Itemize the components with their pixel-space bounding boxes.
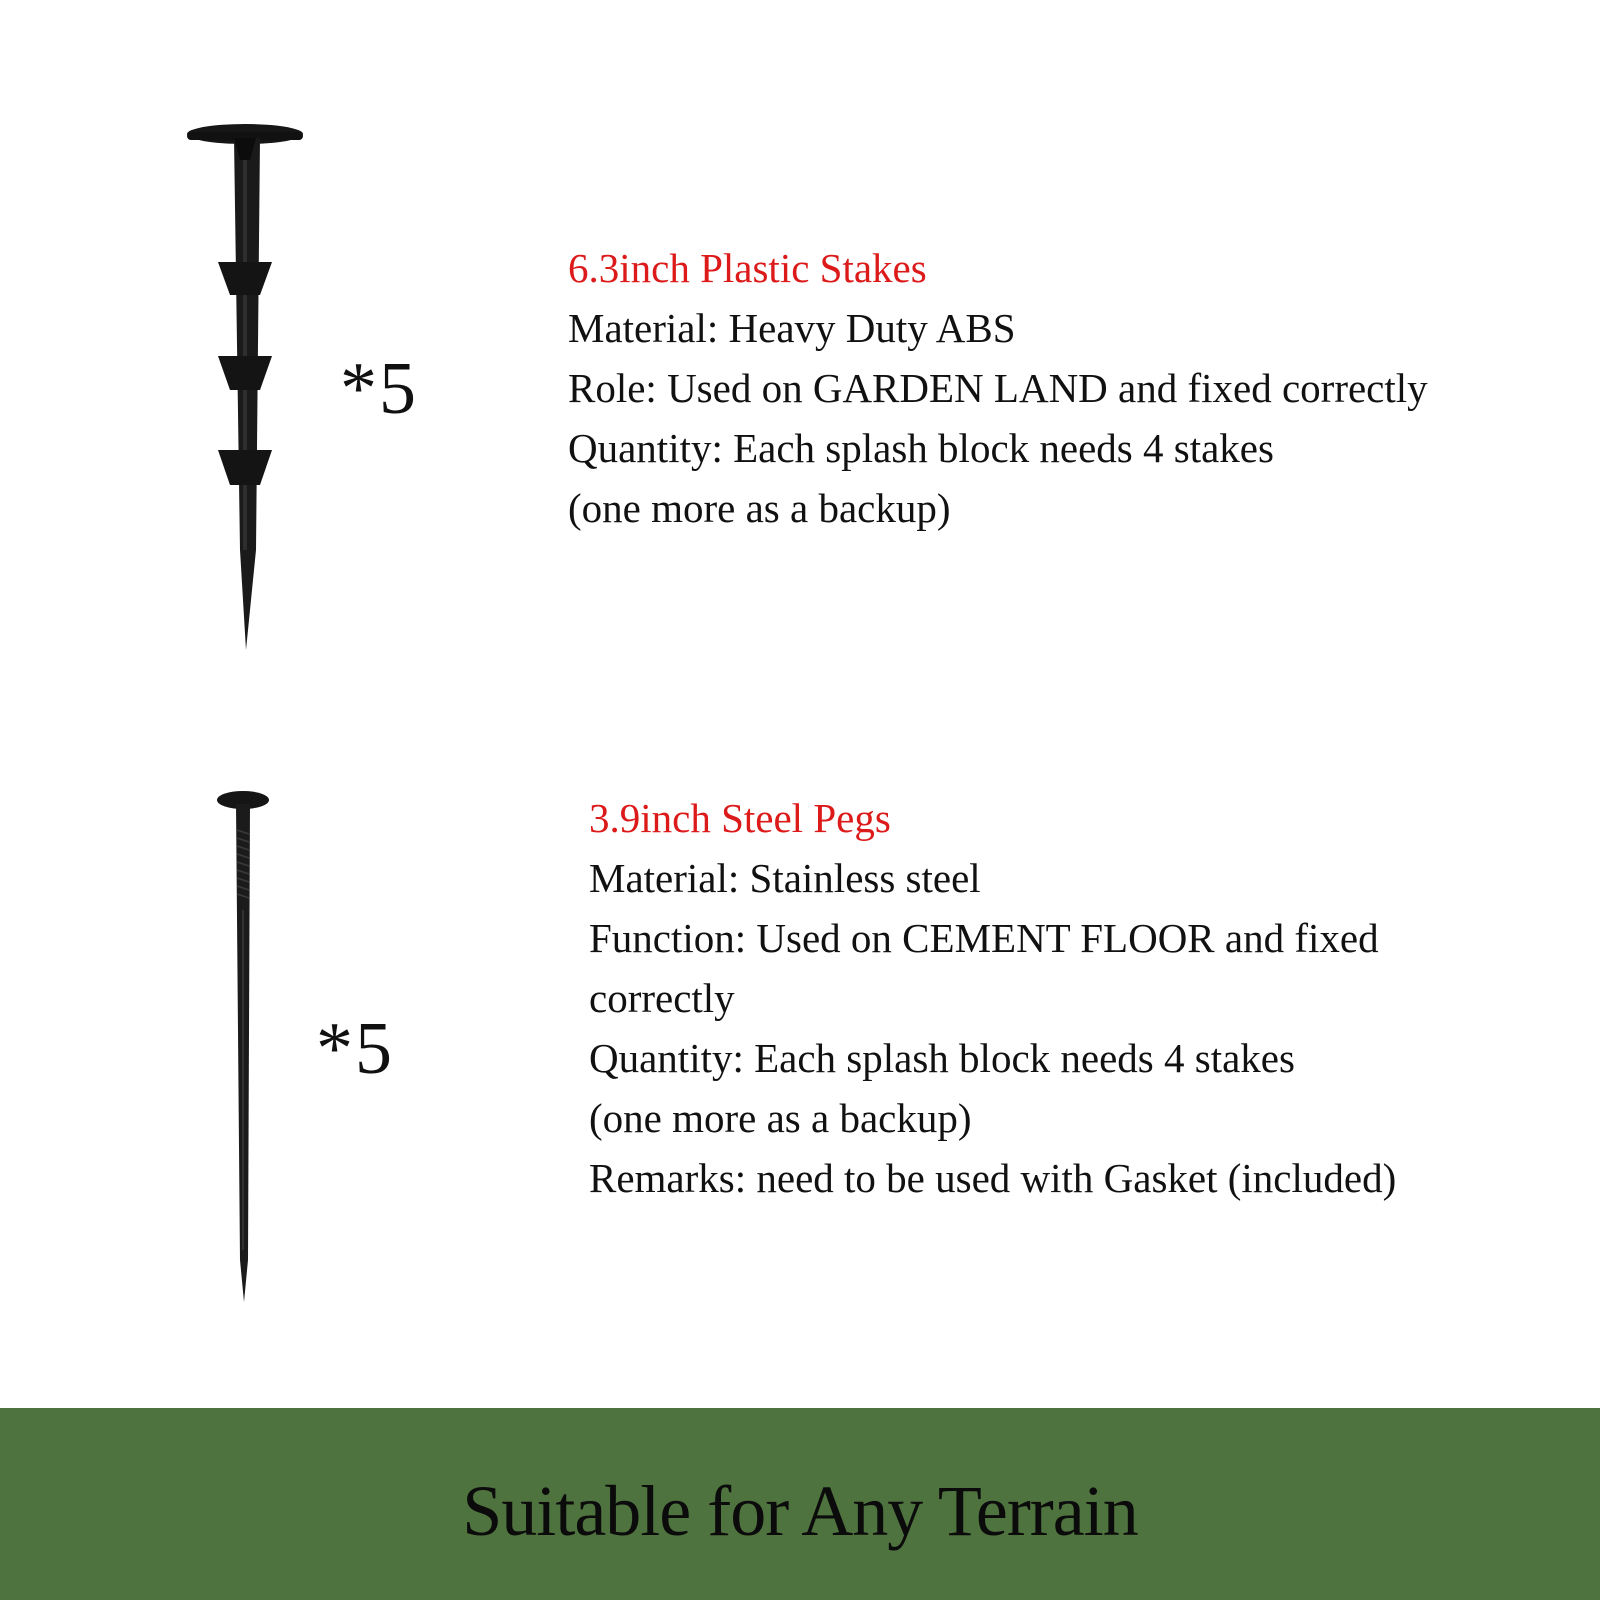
steel-peg-remarks: Remarks: need to be used with Gasket (included) bbox=[589, 1155, 1397, 1201]
steel-peg-quantity-line: Quantity: Each splash block needs 4 stakes bbox=[589, 1035, 1295, 1081]
steel-peg-function: Function: Used on CEMENT FLOOR and fixed bbox=[589, 915, 1379, 961]
plastic-stake-quantity: *5 bbox=[340, 348, 418, 430]
plastic-stake-specs bbox=[568, 238, 1428, 538]
terrain-banner bbox=[0, 1408, 1600, 1600]
plastic-stake-backup-note: (one more as a backup) bbox=[568, 485, 951, 531]
steel-pegs-section bbox=[0, 760, 1600, 1320]
plastic-stake-role: Role: Used on GARDEN LAND and fixed correctly bbox=[568, 365, 1428, 411]
steel-peg-specs bbox=[589, 788, 1396, 1208]
steel-peg-backup-note: (one more as a backup) bbox=[589, 1095, 972, 1141]
plastic-stake-icon bbox=[180, 120, 310, 660]
plastic-stake-title: 6.3inch Plastic Stakes bbox=[568, 245, 927, 291]
plastic-stakes-section bbox=[0, 0, 1600, 700]
plastic-stake-material: Material: Heavy Duty ABS bbox=[568, 305, 1016, 351]
steel-peg-title: 3.9inch Steel Pegs bbox=[589, 795, 891, 841]
steel-peg-icon bbox=[210, 790, 280, 1310]
steel-peg-function-cont: correctly bbox=[589, 975, 735, 1021]
steel-peg-quantity: *5 bbox=[316, 1008, 394, 1090]
banner-text: Suitable for Any Terrain bbox=[462, 1470, 1138, 1551]
plastic-stake-quantity-line: Quantity: Each splash block needs 4 stakes bbox=[568, 425, 1274, 471]
steel-peg-material: Material: Stainless steel bbox=[589, 855, 981, 901]
